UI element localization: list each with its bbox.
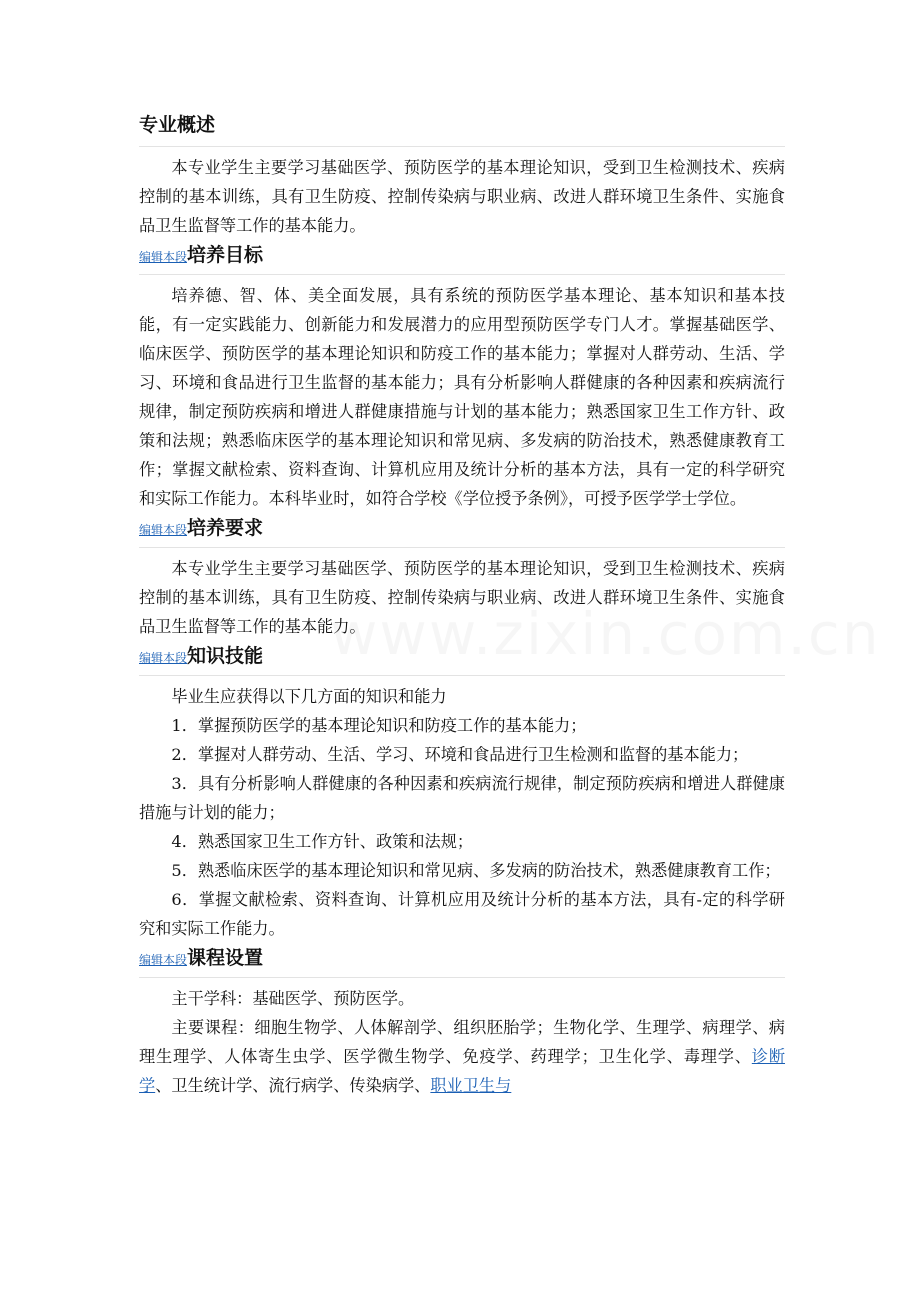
section-title: 课程设置 [187, 947, 264, 969]
edit-section-link[interactable]: 编辑本段 [139, 250, 188, 264]
main-courses [139, 1013, 785, 1100]
courses-text: 、卫生统计学、流行病学、传染病学、 [155, 1076, 431, 1095]
requirements-paragraph: 本专业学生主要学习基础医学、预防医学的基本理论知识，受到卫生检测技术、疾病控制的基本训练，具有卫生防疫、控制传染病与职业病、改进人群环境卫生条件、实施食品卫生监督等工作的基本能力。 [139, 559, 785, 636]
courses-text: 主要课程：细胞生物学、人体解剖学、组织胚胎学；生物化学、生理学、病理学、病理生理学、人体寄生虫学、医学微生物学、免疫学、药理学；卫生化学、毒理学、 [139, 1018, 785, 1066]
section-title: 培养要求 [187, 517, 264, 539]
section-heading-training-objectives [139, 240, 785, 270]
section-heading-knowledge-skills [139, 641, 785, 671]
skills-item-5: 5．熟悉临床医学的基本理论知识和常见病、多发病的防治技术，熟悉健康教育工作； [171, 861, 781, 880]
skills-item-3: 3．具有分析影响人群健康的各种因素和疾病流行规律，制定预防疾病和增进人群健康措施与计划的能力； [139, 774, 785, 822]
document-page [139, 108, 785, 1100]
section-title: 培养目标 [187, 244, 264, 266]
overview-heading: 专业概述 [139, 114, 216, 136]
overview-paragraph: 本专业学生主要学习基础医学、预防医学的基本理论知识，受到卫生检测技术、疾病控制的基本训练，具有卫生防疫、控制传染病与职业病、改进人群环境卫生条件、实施食品卫生监督等工作的基本能力。 [139, 158, 785, 235]
divider [139, 274, 785, 275]
objectives-paragraph: 培养德、智、体、美全面发展，具有系统的预防医学基本理论、基本知识和基本技能，有一定实践能力、创新能力和发展潜力的应用型预防医学专门人才。掌握基础医学、临床医学、预防医学的基本理论知识和防疫工作的基本能力；掌握对人群劳动、生活、学习、环境和食品进行卫生监督的基本能力；具有分析影响人群健康的各种因素和疾病流行规律，制定预防疾病和增进人群健康措施与计划的基本能力；熟悉国家卫生工作方针、政策和法规；熟悉临床医学的基本理论知识和常见病、多发病的防治技术，熟悉健康教育工作；掌握文献检索、资料查询、计算机应用及统计分析的基本方法，具有一定的科学研究和实际工作能力。本科毕业时，如符合学校《学位授予条例》，可授予医学学士学位。 [139, 286, 785, 508]
skills-item-6: 6．掌握文献检索、资料查询、计算机应用及统计分析的基本方法，具有-定的科学研究和实际工作能力。 [139, 890, 785, 938]
section-heading-curriculum [139, 943, 785, 973]
edit-section-link[interactable]: 编辑本段 [139, 651, 188, 665]
main-subjects: 主干学科：基础医学、预防医学。 [171, 989, 415, 1008]
skills-intro: 毕业生应获得以下几方面的知识和能力 [171, 687, 447, 706]
occupational-health-link[interactable]: 职业卫生与 [430, 1076, 512, 1095]
section-title: 知识技能 [187, 645, 264, 667]
skills-item-4: 4．熟悉国家卫生工作方针、政策和法规； [171, 832, 474, 851]
divider [139, 977, 785, 978]
divider [139, 675, 785, 676]
divider [139, 547, 785, 548]
skills-item-1: 1．掌握预防医学的基本理论知识和防疫工作的基本能力； [171, 716, 587, 735]
diagnostics-link[interactable]: 诊断学 [139, 1047, 786, 1095]
section-heading-training-requirements [139, 513, 785, 543]
divider [139, 146, 785, 147]
edit-section-link[interactable]: 编辑本段 [139, 953, 188, 967]
skills-item-2: 2．掌握对人群劳动、生活、学习、环境和食品进行卫生检测和监督的基本能力； [171, 745, 749, 764]
edit-section-link[interactable]: 编辑本段 [139, 523, 188, 537]
